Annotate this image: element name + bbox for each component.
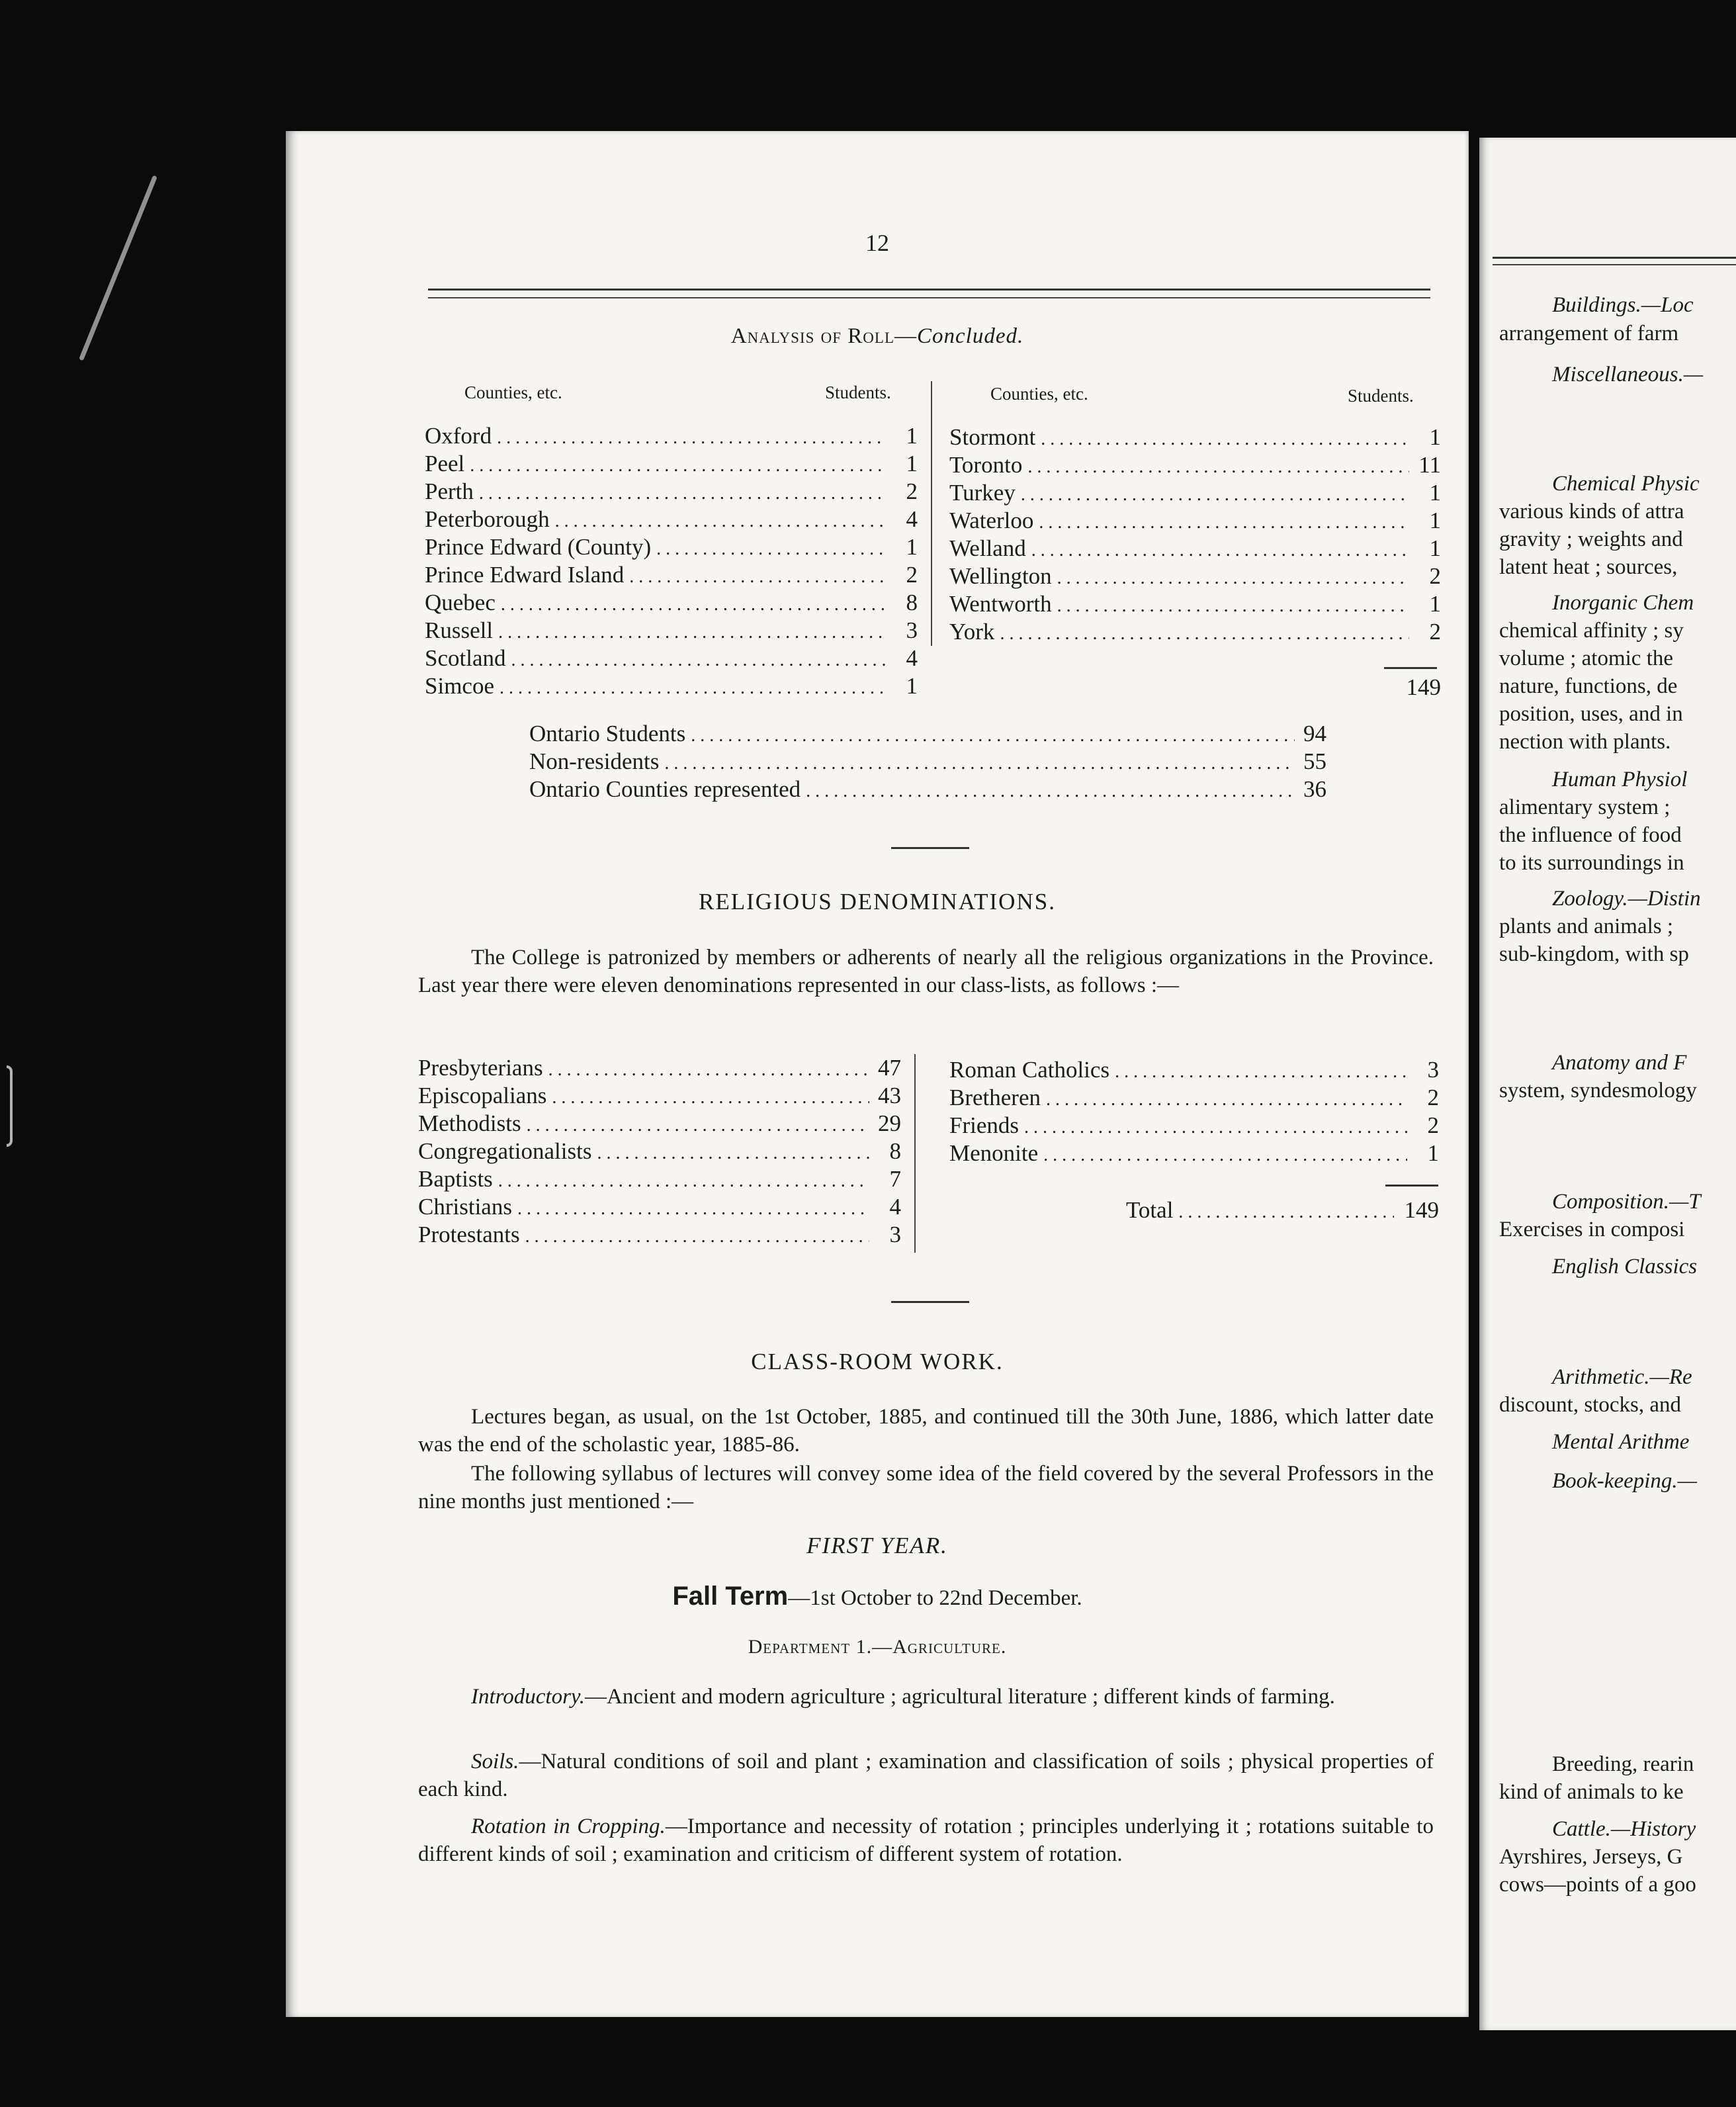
classroom-para-2: The following syllabus of lectures will convey some idea of the field covered by the several Professors in the nine months just mentioned :— (418, 1462, 1434, 1513)
document-page (286, 131, 1469, 2017)
adjacent-line: Arithmetic.—Re (1552, 1365, 1692, 1389)
syllabus-item-text: —Natural conditions of soil and plant ; examination and classification of soils ; physical properties of each kind. (418, 1750, 1434, 1801)
adjacent-line: kind of animals to ke (1499, 1780, 1684, 1804)
table-row: Presbyterians ..... 47 (418, 1054, 901, 1082)
adjacent-line: cows—points of a goo (1499, 1873, 1696, 1897)
table-row: Scotland ..... 4 (425, 645, 918, 672)
adjacent-line: volume ; atomic the (1499, 647, 1674, 670)
syllabus-item (418, 1683, 1434, 1711)
adjacent-line: gravity ; weights and (1499, 527, 1683, 551)
summary-row: Non-residents ..... 55 (529, 748, 1326, 776)
column-header: Students. (1348, 386, 1414, 406)
table-row: Episcopalians ..... 43 (418, 1082, 901, 1110)
table-row: Protestants ..... 3 (418, 1221, 901, 1249)
adjacent-line: Miscellaneous.— (1552, 363, 1704, 386)
adjacent-line: Chemical Physic (1552, 472, 1700, 496)
term-dates: —1st October to 22nd December. (788, 1586, 1082, 1610)
summary-row: Ontario Counties represented ..... 36 (529, 776, 1326, 803)
table-row: Christians ..... 4 (418, 1193, 901, 1221)
column-header: Students. (825, 382, 891, 402)
table-row: Toronto ..... 11 (949, 451, 1441, 479)
adjacent-line: alimentary system ; (1499, 795, 1671, 819)
adjacent-line: the influence of food (1499, 823, 1682, 847)
adjacent-line: arrangement of farm (1499, 322, 1679, 345)
adjacent-line: various kinds of attra (1499, 500, 1684, 523)
adjacent-line: English Classics (1552, 1255, 1698, 1278)
column-header: Counties, etc. (464, 382, 562, 402)
table-row: Quebec ..... 8 (425, 589, 918, 617)
adjacent-line: Exercises in composi (1499, 1218, 1685, 1241)
classroom-para-1: Lectures began, as usual, on the 1st October, 1885, and continued till the 30th June, 1886, which latter date was the end of the scholastic year, 1885-86. (418, 1405, 1434, 1457)
table-row: Welland ..... 1 (949, 535, 1441, 562)
header-rule (428, 289, 1430, 298)
adjacent-line: Human Physiol (1552, 768, 1688, 791)
syllabus-item (418, 1748, 1434, 1803)
table-row: Baptists ..... 7 (418, 1165, 901, 1193)
religion-title: RELIGIOUS DENOMINATIONS. (699, 889, 1056, 915)
adjacent-line: nection with plants. (1499, 730, 1671, 754)
syllabus-item-title: Rotation in Cropping. (471, 1815, 666, 1838)
term-title (286, 1582, 1469, 1611)
table-row: Roman Catholics ..... 3 (949, 1056, 1439, 1084)
syllabus-item-title: Introductory. (471, 1685, 586, 1709)
roll-total: 149 (1406, 674, 1441, 700)
table-row: Menonite ..... 1 (949, 1140, 1439, 1167)
column-divider (914, 1054, 916, 1253)
syllabus-item-text: —Ancient and modern agriculture ; agricultural literature ; different kinds of farming. (585, 1685, 1335, 1709)
adjacent-line: chemical affinity ; sy (1499, 619, 1684, 643)
table-row: Prince Edward Island ..... 2 (425, 561, 918, 589)
section-rule (891, 847, 969, 849)
syllabus-item (418, 1813, 1434, 1868)
scan-artifact (79, 175, 157, 361)
adjacent-line: latent heat ; sources, (1499, 555, 1678, 579)
table-row: Russell ..... 3 (425, 617, 918, 645)
total-rule (1384, 667, 1437, 669)
roll-title-dash: — (894, 324, 918, 348)
year-title: FIRST YEAR. (806, 1533, 948, 1558)
table-row: Wentworth ..... 1 (949, 590, 1441, 618)
header-rule (1493, 257, 1736, 265)
department-title: Department 1.—Agriculture. (748, 1636, 1007, 1658)
table-row: Turkey ..... 1 (949, 479, 1441, 507)
adjacent-line: Breeding, rearin (1552, 1752, 1694, 1776)
table-row: Perth ..... 2 (425, 478, 918, 506)
scan-artifact (7, 1065, 13, 1147)
roll-title (286, 324, 1469, 349)
adjacent-line: Cattle.—History (1552, 1817, 1696, 1841)
table-row: Oxford ..... 1 (425, 422, 918, 450)
adjacent-line: plants and animals ; (1499, 915, 1674, 938)
roll-title-italic: Concluded. (917, 324, 1024, 348)
table-row: Peterborough ..... 4 (425, 506, 918, 533)
table-row: Bretheren ..... 2 (949, 1084, 1439, 1112)
adjacent-line: sub-kingdom, with sp (1499, 942, 1689, 966)
adjacent-line: Buildings.—Loc (1552, 293, 1694, 317)
table-row: Stormont ..... 1 (949, 424, 1441, 451)
adjacent-line: Mental Arithme (1552, 1430, 1690, 1454)
page-number: 12 (865, 230, 889, 256)
table-row: Methodists ..... 29 (418, 1110, 901, 1138)
syllabus-item-text: —Importance and necessity of rotation ; principles underlying it ; rotations suitable to different kinds of soil ; examination and criticism of different system of rotation. (418, 1815, 1434, 1866)
table-row: Prince Edward (County) ..... 1 (425, 533, 918, 561)
term-bold: Fall Term (672, 1582, 789, 1611)
table-row: Congregationalists ..... 8 (418, 1138, 901, 1165)
classroom-title: CLASS-ROOM WORK. (751, 1349, 1004, 1374)
table-row: Wellington ..... 2 (949, 562, 1441, 590)
table-row: Simcoe ..... 1 (425, 672, 918, 700)
adjacent-page (1479, 138, 1736, 2030)
syllabus-item-title: Soils. (471, 1750, 519, 1773)
table-row: Friends ..... 2 (949, 1112, 1439, 1140)
adjacent-line: Composition.—T (1552, 1190, 1701, 1214)
column-header: Counties, etc. (990, 384, 1088, 404)
roll-title-main: Analysis of Roll (730, 324, 895, 348)
adjacent-line: Book-keeping.— (1552, 1469, 1697, 1493)
adjacent-line: system, syndesmology (1499, 1079, 1697, 1102)
adjacent-line: discount, stocks, and (1499, 1393, 1681, 1417)
adjacent-line: position, uses, and in (1499, 702, 1683, 726)
adjacent-line: Anatomy and F (1552, 1051, 1687, 1075)
column-divider (931, 381, 932, 646)
section-rule (891, 1301, 969, 1303)
adjacent-line: Inorganic Chem (1552, 591, 1694, 615)
adjacent-line: Zoology.—Distin (1552, 887, 1701, 911)
total-rule (1385, 1185, 1438, 1187)
adjacent-line: nature, functions, de (1499, 674, 1678, 698)
religion-total: Total ..... 149 (1126, 1196, 1439, 1224)
table-row: Waterloo ..... 1 (949, 507, 1441, 535)
adjacent-line: to its surroundings in (1499, 851, 1684, 875)
religion-intro: The College is patronized by members or adherents of nearly all the religious organizations in the Province. Last year there were eleven denominations represented in our class-lists, as follows :— (418, 946, 1434, 997)
adjacent-line: Ayrshires, Jerseys, G (1499, 1845, 1683, 1869)
summary-row: Ontario Students ..... 94 (529, 720, 1326, 748)
table-row: York ..... 2 (949, 618, 1441, 646)
table-row: Peel ..... 1 (425, 450, 918, 478)
